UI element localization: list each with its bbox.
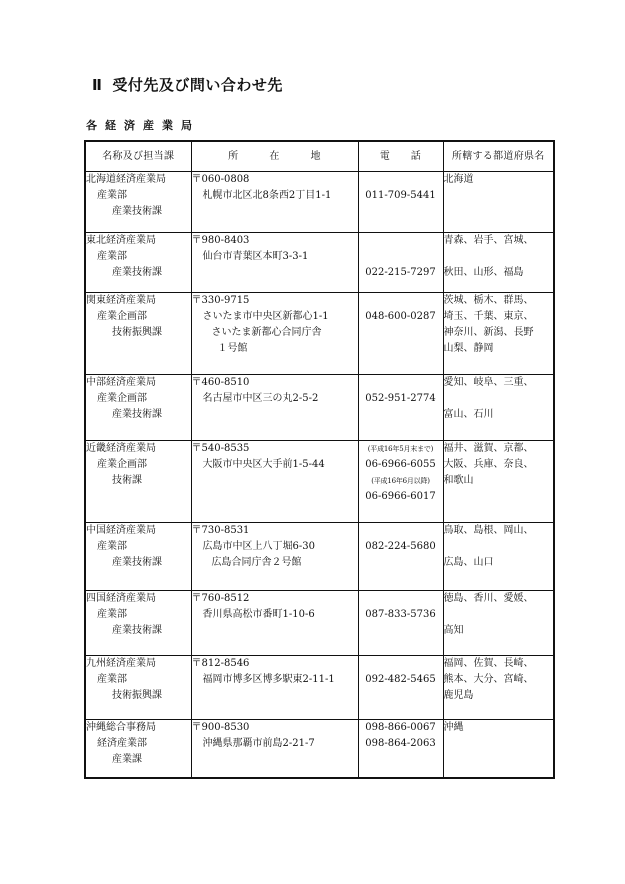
name-line: 九州経済産業局 xyxy=(86,658,156,669)
offices-table xyxy=(84,140,555,779)
section-title-char: 済 xyxy=(124,119,135,132)
phone-line xyxy=(359,591,443,607)
phone-line: 082-224-5680 xyxy=(365,541,436,552)
table-row xyxy=(85,441,554,523)
address-line: さいたま市中央区新都心1-1 xyxy=(202,311,329,322)
table-header-row xyxy=(85,141,554,172)
section-title-char: 業 xyxy=(162,119,173,132)
prefectures-cell xyxy=(443,656,554,720)
prefectures-line: 福岡、佐賀、長崎、 xyxy=(443,658,534,669)
address-line: 香川県高松市番町1-10-6 xyxy=(202,609,315,620)
name-line: 産業部 xyxy=(97,674,127,685)
name-line: 産業企画部 xyxy=(97,459,147,470)
address-line: 沖縄県那覇市前島2-21-7 xyxy=(202,738,315,749)
name-line: 産業企画部 xyxy=(97,311,147,322)
page-heading xyxy=(92,74,283,95)
phone-line: 06-6966-6055 xyxy=(365,459,436,470)
office-name-cell xyxy=(85,591,191,656)
prefectures-line: 広島、山口 xyxy=(443,557,494,568)
section-title-char: 各 xyxy=(86,119,97,132)
phone-line xyxy=(359,172,443,188)
address-cell xyxy=(191,293,358,375)
prefectures-cell xyxy=(443,293,554,375)
name-line: 東北経済産業局 xyxy=(86,235,156,246)
address-line: 名古屋市中区三の丸2-5-2 xyxy=(202,393,319,404)
name-line: 産業企画部 xyxy=(97,393,147,404)
office-name-cell xyxy=(85,172,191,233)
phone-line xyxy=(359,233,443,249)
prefectures-cell xyxy=(443,720,554,778)
address-line: 〒900-8530 xyxy=(191,722,250,733)
prefectures-line: 富山、石川 xyxy=(443,409,494,420)
prefectures-line xyxy=(444,539,554,555)
address-cell xyxy=(191,720,358,778)
prefectures-line: 山梨、静岡 xyxy=(443,343,494,354)
name-line: 技術振興課 xyxy=(112,327,162,338)
prefectures-line: 福井、滋賀、京都、 xyxy=(443,443,534,454)
prefectures-line: 愛知、岐阜、三重、 xyxy=(443,377,534,388)
phone-line xyxy=(359,375,443,391)
phone-line: 087-833-5736 xyxy=(365,609,436,620)
phone-line: 011-709-5441 xyxy=(365,190,436,201)
office-name-cell xyxy=(85,375,191,441)
phone-line: 098-866-0067 xyxy=(365,722,436,733)
name-line: 経済産業部 xyxy=(97,738,147,749)
address-line: 〒540-8535 xyxy=(191,443,250,454)
prefectures-line: 北海道 xyxy=(443,174,474,185)
prefectures-line: 高知 xyxy=(443,625,464,636)
table-row xyxy=(85,233,554,293)
address-cell xyxy=(191,233,358,293)
address-line: 広島市中区上八丁堀6-30 xyxy=(202,541,315,552)
address-cell xyxy=(191,172,358,233)
phone-line xyxy=(359,293,443,309)
address-cell xyxy=(191,523,358,591)
name-line: 産業部 xyxy=(97,541,127,552)
prefectures-line xyxy=(444,249,554,265)
prefectures-line: 茨城、栃木、群馬、 xyxy=(443,295,534,306)
phone-line: 092-482-5465 xyxy=(365,674,436,685)
table-row xyxy=(85,523,554,591)
table-row xyxy=(85,591,554,656)
prefectures-cell xyxy=(443,523,554,591)
prefectures-line: 鳥取、島根、岡山、 xyxy=(443,525,534,536)
address-cell xyxy=(191,375,358,441)
prefectures-line: 青森、岩手、宮城、 xyxy=(443,235,534,246)
table-row xyxy=(85,656,554,720)
prefectures-line: 沖縄 xyxy=(443,722,464,733)
phone-line: 052-951-2774 xyxy=(365,393,436,404)
office-name-cell xyxy=(85,720,191,778)
address-line: 大阪市中央区大手前1-5-44 xyxy=(202,459,325,470)
table-body xyxy=(85,172,554,778)
name-line: 産業技術課 xyxy=(112,557,162,568)
office-name-cell xyxy=(85,293,191,375)
address-line: 〒460-8510 xyxy=(191,377,250,388)
prefectures-line xyxy=(444,607,554,623)
header-address: 所 在 地 xyxy=(191,141,358,172)
header-phone: 電 話 xyxy=(358,141,443,172)
name-line: 北海道経済産業局 xyxy=(86,174,166,185)
table-row xyxy=(85,375,554,441)
prefectures-line: 神奈川、新潟、長野 xyxy=(443,327,534,338)
phone-line: 048-600-0287 xyxy=(365,311,436,322)
prefectures-cell xyxy=(443,441,554,523)
phone-line: (平成16年5月末まで) xyxy=(367,445,434,453)
section-title xyxy=(86,117,200,133)
prefectures-cell xyxy=(443,591,554,656)
address-line: さいたま新都心合同庁舎 xyxy=(211,327,322,338)
address-line: 札幌市北区北8条西2丁目1-1 xyxy=(202,190,332,201)
name-line: 産業技術課 xyxy=(112,267,162,278)
prefectures-cell xyxy=(443,375,554,441)
prefectures-line: 鹿児島 xyxy=(443,690,474,701)
phone-line xyxy=(359,656,443,672)
phone-line: 06-6966-6017 xyxy=(365,491,436,502)
phone-cell xyxy=(358,441,443,523)
phone-line xyxy=(359,249,443,265)
address-line: 〒060-0808 xyxy=(191,174,250,185)
office-name-cell xyxy=(85,441,191,523)
address-cell xyxy=(191,591,358,656)
address-line: 〒812-8546 xyxy=(191,658,250,669)
name-line: 技術課 xyxy=(112,475,142,486)
prefectures-line: 熊本、大分、宮崎、 xyxy=(443,674,534,685)
section-title-char: 産 xyxy=(143,119,154,132)
address-line: 〒760-8512 xyxy=(191,593,250,604)
prefectures-cell xyxy=(443,172,554,233)
name-line: 技術振興課 xyxy=(112,690,162,701)
phone-line: 022-215-7297 xyxy=(365,267,436,278)
section-title-char: 経 xyxy=(105,119,116,132)
name-line: 産業技術課 xyxy=(112,625,162,636)
office-name-cell xyxy=(85,233,191,293)
heading-text: 受付先及び問い合わせ先 xyxy=(112,76,283,94)
address-cell xyxy=(191,656,358,720)
phone-cell xyxy=(358,656,443,720)
prefectures-cell xyxy=(443,233,554,293)
prefectures-line xyxy=(444,391,554,407)
phone-cell xyxy=(358,375,443,441)
name-line: 関東経済産業局 xyxy=(86,295,156,306)
name-line: 産業部 xyxy=(97,609,127,620)
address-line: 福岡市博多区博多駅東2-11-1 xyxy=(202,674,335,685)
table-row xyxy=(85,293,554,375)
phone-cell xyxy=(358,591,443,656)
name-line: 沖縄総合事務局 xyxy=(86,722,156,733)
prefectures-line: 埼玉、千葉、東京、 xyxy=(443,311,534,322)
name-line: 産業技術課 xyxy=(112,409,162,420)
office-name-cell xyxy=(85,656,191,720)
header-prefectures: 所轄する都道府県名 xyxy=(443,141,554,172)
office-name-cell xyxy=(85,523,191,591)
name-line: 近畿経済産業局 xyxy=(86,443,156,454)
address-line: 〒330-9715 xyxy=(191,295,250,306)
phone-line xyxy=(359,523,443,539)
prefectures-line: 大阪、兵庫、奈良、 xyxy=(443,459,534,470)
address-line: 〒980-8403 xyxy=(191,235,250,246)
address-cell xyxy=(191,441,358,523)
phone-cell xyxy=(358,172,443,233)
phone-line: (平成16年6月以降) xyxy=(371,477,430,485)
table-row xyxy=(85,720,554,778)
prefectures-line: 徳島、香川、愛媛、 xyxy=(443,593,534,604)
phone-cell xyxy=(358,523,443,591)
name-line: 四国経済産業局 xyxy=(86,593,156,604)
phone-cell xyxy=(358,293,443,375)
table-row xyxy=(85,172,554,233)
address-line: 〒730-8531 xyxy=(191,525,250,536)
name-line: 産業部 xyxy=(97,251,127,262)
prefectures-line: 秋田、山形、福島 xyxy=(443,267,524,278)
address-line: 広島合同庁舎２号館 xyxy=(211,557,302,568)
name-line: 産業部 xyxy=(97,190,127,201)
name-line: 中部経済産業局 xyxy=(86,377,156,388)
heading-numeral: Ⅱ xyxy=(92,76,103,94)
name-line: 産業課 xyxy=(112,754,142,765)
phone-cell xyxy=(358,233,443,293)
name-line: 中国経済産業局 xyxy=(86,525,156,536)
phone-cell xyxy=(358,720,443,778)
address-line: １号館 xyxy=(217,343,248,354)
phone-line: 098-864-2063 xyxy=(365,738,436,749)
prefectures-line: 和歌山 xyxy=(443,475,474,486)
header-name: 名称及び担当課 xyxy=(85,141,191,172)
section-title-char: 局 xyxy=(181,119,192,132)
name-line: 産業技術課 xyxy=(112,206,162,217)
address-line: 仙台市青葉区本町3-3-1 xyxy=(202,251,309,262)
